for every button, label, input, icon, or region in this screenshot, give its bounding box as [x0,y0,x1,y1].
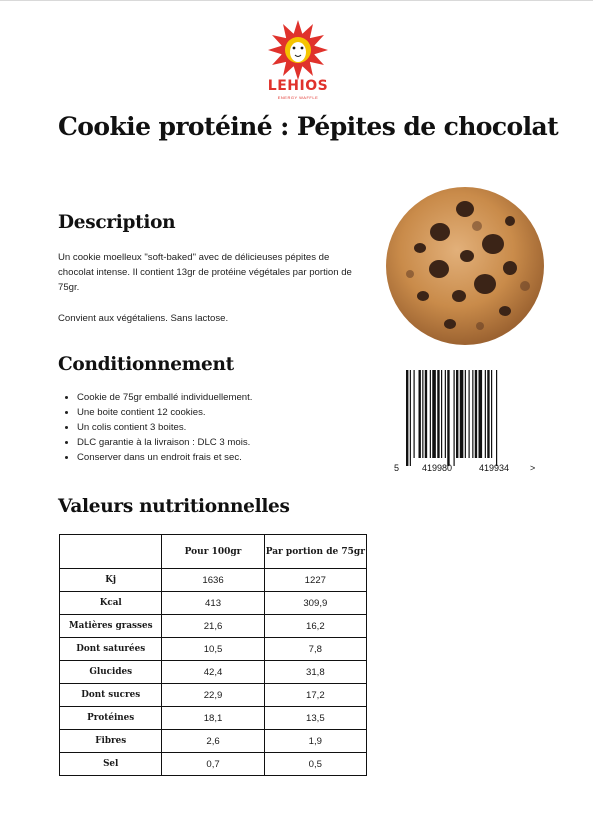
barcode-bar [410,370,411,466]
row-label: Dont saturées [60,638,162,661]
barcode-bar [485,370,486,458]
cell-per-100: 413 [162,592,264,615]
barcode-bar [445,370,446,458]
barcode-bar [469,370,470,458]
cookie-image-icon [385,186,545,346]
row-label: Protéines [60,707,162,730]
cell-per-100: 2,6 [162,730,264,753]
cell-per-portion: 16,2 [264,615,366,638]
brand-tagline: ENERGY WAFFLE [277,95,319,100]
cell-per-portion: 17,2 [264,684,366,707]
barcode-bar [465,370,466,458]
barcode-icon [392,370,542,476]
row-label: Fibres [60,730,162,753]
cell-per-portion: 7,8 [264,638,366,661]
column-header [60,535,162,569]
barcode-bar [454,370,455,466]
table-row [60,661,367,684]
table-row [60,615,367,638]
list-item: • Conserver dans un endroit frais et sec. [77,450,252,465]
conditionnement-heading: Conditionnement [58,354,234,375]
cell-per-100: 18,1 [162,707,264,730]
description-note: Convient aux végétaliens. Sans lactose. [58,313,229,324]
barcode-bar [414,370,415,458]
barcode-bar [479,370,483,458]
cell-per-portion: 1227 [264,569,366,592]
barcode-bar [456,370,458,458]
barcode-bar [432,370,436,458]
cell-per-100: 10,5 [162,638,264,661]
column-header: Pour 100gr [162,535,264,569]
row-label: Kj [60,569,162,592]
table-row [60,753,367,776]
barcode-first-digit: 5 [394,463,400,473]
barcode-bar [406,370,408,466]
page-top-border [0,0,593,1]
barcode-bar [460,370,464,458]
barcode-bar [447,370,449,466]
brand-name: LEHIOS [267,78,329,94]
barcode-bar [430,370,431,458]
table-row [60,569,367,592]
table-row [60,592,367,615]
table-row [60,730,367,753]
page-title: Cookie protéiné : Pépites de chocolat [58,112,559,141]
barcode-group-2: 419934 [479,463,510,473]
cell-per-portion: 31,8 [264,661,366,684]
list-item: • Un colis contient 3 boites. [77,420,252,435]
cell-per-100: 42,4 [162,661,264,684]
table-row [60,707,367,730]
cell-per-portion: 13,5 [264,707,366,730]
barcode-bar [441,370,442,458]
barcode-bar [472,370,473,458]
barcode-bar [437,370,439,458]
cell-per-portion: 0,5 [264,753,366,776]
row-label: Kcal [60,592,162,615]
barcode-bar [422,370,423,458]
table-row [60,684,367,707]
cell-per-portion: 1,9 [264,730,366,753]
barcode-bar [496,370,497,466]
list-item: • DLC garantie à la livraison : DLC 3 mois. [77,435,252,450]
cell-per-100: 0,7 [162,753,264,776]
list-item: • Cookie de 75gr emballé individuellement. [77,390,252,405]
cell-per-100: 21,6 [162,615,264,638]
cell-per-portion: 309,9 [264,592,366,615]
nutrition-table [59,534,367,776]
row-label: Sel [60,753,162,776]
row-label: Dont sucres [60,684,162,707]
description-heading: Description [58,212,176,233]
row-label: Glucides [60,661,162,684]
table-header-row [60,535,367,569]
description-paragraph: Un cookie moelleux "soft-baked" avec de délicieuses pépites de chocolat intense. Il contient 13gr de protéine végétales par portion de 75gr. [58,252,352,293]
barcode-group-1: 419980 [422,463,453,473]
barcode-bar [487,370,489,458]
barcode-bar [475,370,477,458]
barcode-bar [419,370,421,458]
list-item: • Une boite contient 12 cookies. [77,405,252,420]
conditionnement-list [58,390,252,465]
barcode-bar [425,370,427,458]
row-label: Matières grasses [60,615,162,638]
cell-per-100: 1636 [162,569,264,592]
table-row [60,638,367,661]
barcode-marker: > [530,463,536,473]
barcode-bar [491,370,492,458]
column-header: Par portion de 75gr [264,535,366,569]
nutrition-heading: Valeurs nutritionnelles [58,496,290,517]
cell-per-100: 22,9 [162,684,264,707]
